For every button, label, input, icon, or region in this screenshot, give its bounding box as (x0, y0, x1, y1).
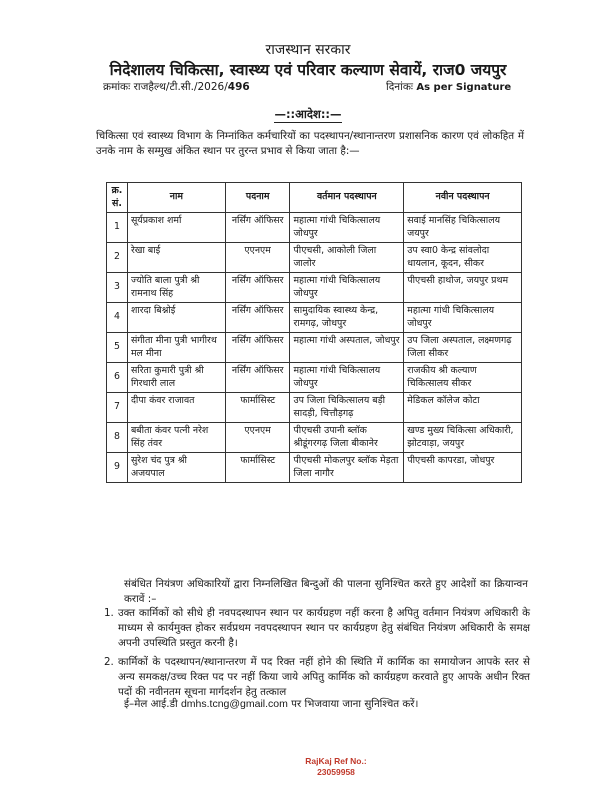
list-text: उक्त कार्मिकों को सीधे ही नवपदस्थापन स्थान पर कार्यग्रहण नहीं करना है अपितु वर्तमान नियंत्रण अधिकारी के माध्यम से कार्यमुक्त होकर सर्वप्रथम नवपदस्थापन स्थान पर कार्यग्रहण हेतु संबंधित नियंत्रण अधिकारी के समक्ष अपनी उपस्थिति प्रस्तुत करनी है। (118, 607, 530, 649)
cell-current: पीएचसी, आकोली जिला जालोर (290, 243, 404, 273)
cell-designation: नर्सिंग ऑफिसर (225, 333, 290, 363)
cell-current: सामुदायिक स्वास्थ्य केन्द्र, रामगढ़, जोधपुर (290, 303, 404, 333)
cell-name: सुरेश चंद पुत्र श्री अजयपाल (127, 453, 225, 483)
cell-name: बबीता कंवर पत्नी नरेश सिंह तंवर (127, 423, 225, 453)
table-row (107, 303, 522, 333)
directorate-name: निदेशालय चिकित्सा, स्वास्थ्य एवं परिवार कल्याण सेवायें, राज0 जयपुर (109, 61, 507, 79)
cell-serial: 1 (107, 213, 128, 243)
cell-designation: नर्सिंग ऑफिसर (225, 213, 290, 243)
cell-new: पीएचसी कापरडा, जोधपुर (404, 453, 522, 483)
cell-name: शारदा बिश्नोई (127, 303, 225, 333)
email-line (124, 697, 528, 711)
cell-designation: फार्मासिस्ट (225, 453, 290, 483)
cell-new: उप स्वा0 केन्द्र सांवलोदा धायलान, कूदन, सीकर (404, 243, 522, 273)
cell-serial: 2 (107, 243, 128, 273)
cell-designation: नर्सिंग ऑफिसर (225, 363, 290, 393)
ref-prefix: क्रमांकः राजहैल्थ/टी.सी./2026/ (103, 81, 228, 93)
cell-name: सरिता कुमारी पुत्री श्री गिरधारी लाल (127, 363, 225, 393)
list-item (104, 655, 530, 700)
table-row (107, 273, 522, 303)
ref-num: 496 (227, 81, 250, 93)
col-name: नाम (127, 183, 225, 213)
rajkaj-label: RajKaj Ref No.: (305, 756, 367, 766)
table-row (107, 243, 522, 273)
cell-new: मेडिकल कॉलेज कोटा (404, 393, 522, 423)
cell-designation: एएनएम (225, 423, 290, 453)
cell-current: महात्मा गांधी चिकित्सालय जोधपुर (290, 363, 404, 393)
cell-current: उप जिला चिकित्सालय बड़ी सादड़ी, चित्तौड़गढ़ (290, 393, 404, 423)
list-text: कार्मिकों के पदस्थापन/स्थानान्तरण में पद रिक्त नहीं होने की स्थिति में कार्मिक का समायोजन आपके स्तर से अन्य समकक्ष/उच्च रिक्त पद पर नहीं किया जाये अपितु कार्मिक को कार्यग्रहण करवाते हुए आपके अधीन रिक्त पदों की नवीनतम सूचना मार्गदर्शन हेतु तत्काल (118, 656, 530, 698)
cell-serial: 9 (107, 453, 128, 483)
cell-new: महात्मा गांधी चिकित्सालय जोधपुर (404, 303, 522, 333)
rajkaj-number: 23059958 (317, 767, 355, 777)
cell-serial: 7 (107, 393, 128, 423)
col-current-posting: वर्तमान पदस्थापन (290, 183, 404, 213)
cell-designation: फार्मासिस्ट (225, 393, 290, 423)
order-title: —::आदेश::— (274, 107, 342, 121)
cell-current: महात्मा गांधी चिकित्सालय जोधपुर (290, 273, 404, 303)
transfer-table (106, 182, 522, 483)
govt-name: राजस्थान सरकार (265, 42, 351, 58)
table-row (107, 333, 522, 363)
cell-serial: 3 (107, 273, 128, 303)
cell-current: महात्मा गांधी चिकित्सालय जोधपुर (290, 213, 404, 243)
table-row (107, 453, 522, 483)
cell-current: पीएचसी मोकलपुर ब्लॉक मेड़ता जिला नागौर (290, 453, 404, 483)
cell-name: सूर्यप्रकाश शर्मा (127, 213, 225, 243)
email-prefix: ई–मेल आई.डी (124, 698, 178, 710)
instructions-intro: संबंधित नियंत्रण अधिकारियों द्वारा निम्नलिखित बिन्दुओं की पालना सुनिश्चित करते हुए आदेशों का क्रियान्वन करावें :– (124, 578, 528, 605)
cell-current: पीएचसी उपानी ब्लॉक श्रीडूंगरगढ़ जिला बीकानेर (290, 423, 404, 453)
col-serial: क्र. सं. (107, 183, 128, 213)
cell-name: ज्योति बाला पुत्री श्री रामनाथ सिंह (127, 273, 225, 303)
rajkaj-reference (293, 756, 379, 778)
cell-new: राजकीय श्री कल्याण चिकित्सालय सीकर (404, 363, 522, 393)
date-field (386, 80, 511, 94)
cell-designation: नर्सिंग ऑफिसर (225, 273, 290, 303)
email-suffix: पर भिजवाया जाना सुनिश्चित करें। (291, 698, 419, 710)
reference-number (103, 80, 250, 94)
table-row (107, 393, 522, 423)
cell-new: पीएचसी हाथोज, जयपुर प्रथम (404, 273, 522, 303)
table-header-row (107, 183, 522, 213)
col-new-posting: नवीन पदस्थापन (404, 183, 522, 213)
cell-new: खण्ड मुख्य चिकित्सा अधिकारी, झोटवाड़ा, जयपुर (404, 423, 522, 453)
cell-serial: 8 (107, 423, 128, 453)
cell-designation: नर्सिंग ऑफिसर (225, 303, 290, 333)
cell-serial: 4 (107, 303, 128, 333)
list-number: 2. (104, 656, 114, 668)
cell-current: महात्मा गांधी अस्पताल, जोधपुर (290, 333, 404, 363)
col-designation: पदनाम (225, 183, 290, 213)
list-number: 1. (104, 607, 114, 619)
table-row (107, 213, 522, 243)
intro-paragraph: चिकित्सा एवं स्वास्थ्य विभाग के निम्नांकित कर्मचारियों का पदस्थापन/स्थानान्तरण प्रशासनिक कारण एवं लोकहित में उनके नाम के सम्मुख अंकित स्थान पर तुरन्त प्रभाव से किया जाता है:— (96, 130, 524, 157)
cell-serial: 5 (107, 333, 128, 363)
cell-name: दीपा कंवर राजावत (127, 393, 225, 423)
date-value: As per Signature (416, 82, 512, 93)
list-item (104, 606, 530, 651)
table-row (107, 363, 522, 393)
cell-new: उप जिला अस्पताल, लक्ष्मणगढ़ जिला सीकर (404, 333, 522, 363)
cell-serial: 6 (107, 363, 128, 393)
instructions-list (104, 606, 530, 704)
date-label: दिनांकः (386, 81, 414, 93)
table-row (107, 423, 522, 453)
cell-designation: एएनएम (225, 243, 290, 273)
cell-new: सवाई मानसिंह चिकित्सालय जयपुर (404, 213, 522, 243)
cell-name: संगीता मीना पुत्री भागीरथ मल मीना (127, 333, 225, 363)
email-address: dmhs.tcng@gmail.com (180, 698, 288, 710)
cell-name: रेखा बाई (127, 243, 225, 273)
